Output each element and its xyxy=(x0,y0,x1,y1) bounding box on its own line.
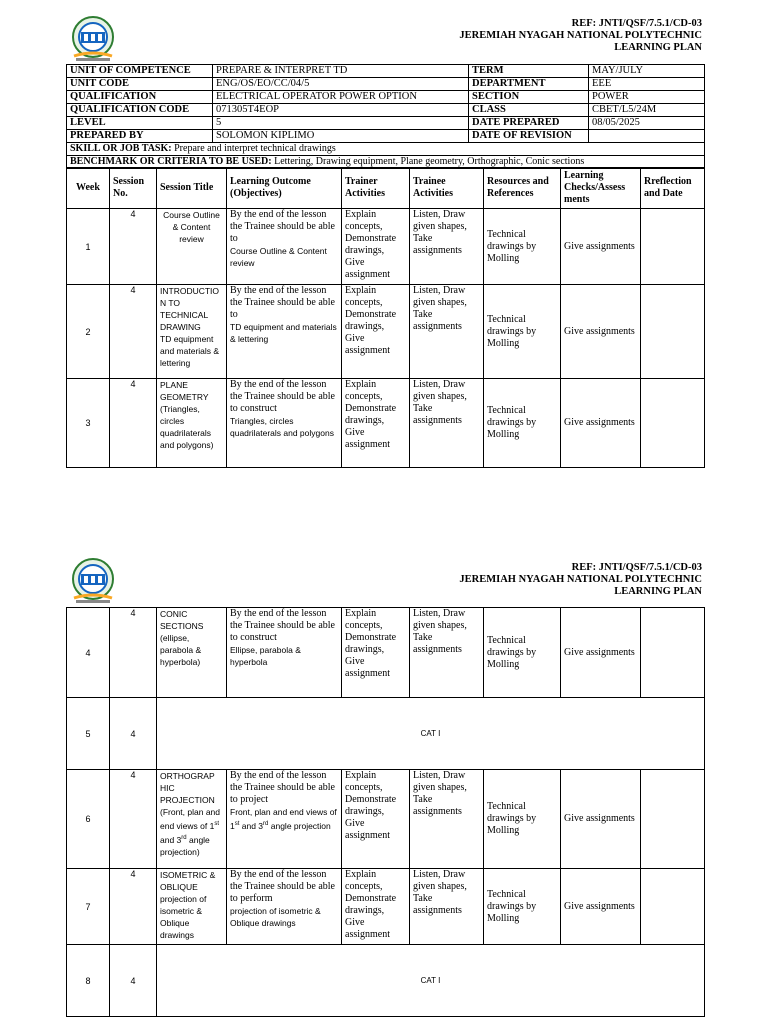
week-number: 3 xyxy=(67,379,110,468)
resources: Technical drawings by Molling xyxy=(484,869,561,945)
table-row xyxy=(67,698,705,770)
document-header xyxy=(459,562,702,598)
session-title-detail xyxy=(160,806,223,858)
col-learning-outcome: Learning Outcome (Objectives) xyxy=(227,168,342,209)
col-week: Week xyxy=(67,168,110,209)
prepared-by-value: SOLOMON KIPLIMO xyxy=(213,130,469,143)
trainee-activities: Listen, Draw given shapes, Take assignments xyxy=(410,285,484,379)
trainee-activities: Listen, Draw given shapes, Take assignments xyxy=(410,869,484,945)
info-row xyxy=(67,143,705,156)
ref-code: REF: JNTI/QSF/7.5.1/CD-03 xyxy=(571,562,702,573)
session-number: 4 xyxy=(110,209,157,285)
col-session-title: Session Title xyxy=(157,168,227,209)
learning-outcome xyxy=(227,285,342,379)
reflection-cell xyxy=(641,770,705,869)
term-label: TERM xyxy=(469,65,589,78)
document-header xyxy=(459,18,702,54)
info-row xyxy=(67,78,705,91)
learning-checks: Give assignments xyxy=(561,608,641,698)
qualification-code-value: 071305T4EOP xyxy=(213,104,469,117)
table-row xyxy=(67,608,705,698)
week-number: 5 xyxy=(67,698,110,770)
unit-code-label: UNIT CODE xyxy=(67,78,213,91)
session-title-main: INTRODUCTIO N TO TECHNICAL DRAWING xyxy=(160,286,220,332)
info-row xyxy=(67,117,705,130)
session-title-main: ORTHOGRAP HIC PROJECTION xyxy=(160,771,215,805)
unit-of-competence-label: UNIT OF COMPETENCE xyxy=(67,65,213,78)
class-label: CLASS xyxy=(469,104,589,117)
prepared-by-label: PREPARED BY xyxy=(67,130,213,143)
outcome-lead: By the end of the lesson the Trainee should be able to construct xyxy=(230,608,335,643)
trainee-activities: Listen, Draw given shapes, Take assignments xyxy=(410,379,484,468)
table-row xyxy=(67,379,705,468)
learning-checks: Give assignments xyxy=(561,285,641,379)
week-number: 7 xyxy=(67,869,110,945)
title-sup-rd: rd xyxy=(181,834,187,841)
reflection-cell xyxy=(641,869,705,945)
week-number: 2 xyxy=(67,285,110,379)
document-title: LEARNING PLAN xyxy=(614,42,702,53)
title-detail-part: angle projection) xyxy=(160,834,210,857)
outcome-sup-st: st xyxy=(234,821,240,827)
info-row xyxy=(67,65,705,78)
col-learning-checks: Learning Checks/Assess ments xyxy=(561,168,641,209)
table-row xyxy=(67,869,705,945)
outcome-detail-part: and 3 xyxy=(239,820,264,831)
unit-of-competence-value: PREPARE & INTERPRET TD xyxy=(213,65,469,78)
resources: Technical drawings by Molling xyxy=(484,770,561,869)
session-number: 4 xyxy=(110,869,157,945)
level-label: LEVEL xyxy=(67,117,213,130)
title-sup-st: st xyxy=(214,821,220,827)
col-trainee-activities: Trainee Activities xyxy=(410,168,484,209)
qualification-code-label: QUALIFICATION CODE xyxy=(67,104,213,117)
trainer-activities: Explain concepts, Demonstrate drawings, Give assignment xyxy=(342,285,410,379)
section-label: SECTION xyxy=(469,91,589,104)
outcome-lead: By the end of the lesson the Trainee should be able to project xyxy=(230,770,335,805)
outcome-detail: Triangles, circles quadrilaterals and polygons xyxy=(230,416,334,438)
learning-outcome xyxy=(227,608,342,698)
plan-table-page2 xyxy=(66,607,705,1017)
outcome-lead: By the end of the lesson the Trainee should be able to construct xyxy=(230,379,335,414)
week-number: 4 xyxy=(67,608,110,698)
cat-label: CAT I xyxy=(157,698,705,770)
session-title: Course Outline & Content review xyxy=(157,209,227,285)
date-of-revision-label: DATE OF REVISION xyxy=(469,130,589,143)
outcome-detail: Course Outline & Content review xyxy=(230,246,327,268)
learning-checks: Give assignments xyxy=(561,379,641,468)
section-value: POWER xyxy=(589,91,705,104)
trainer-activities: Explain concepts, Demonstrate drawings, Give assignment xyxy=(342,869,410,945)
document-title: LEARNING PLAN xyxy=(614,586,702,597)
table-row xyxy=(67,209,705,285)
resources: Technical drawings by Molling xyxy=(484,285,561,379)
week-number: 6 xyxy=(67,770,110,869)
trainer-activities: Explain concepts, Demonstrate drawings, Give assignment xyxy=(342,209,410,285)
outcome-lead: By the end of the lesson the Trainee should be able to perform xyxy=(230,869,335,904)
session-title-main: PLANE GEOMETRY xyxy=(160,380,209,402)
skill-row xyxy=(67,143,705,156)
week-number: 1 xyxy=(67,209,110,285)
reflection-cell xyxy=(641,285,705,379)
outcome-detail: projection of isometric & Oblique drawings xyxy=(230,906,321,928)
col-resources: Resources and References xyxy=(484,168,561,209)
benchmark-label: BENCHMARK OR CRITERIA TO BE USED: xyxy=(70,156,272,167)
outcome-sup-rd: rd xyxy=(263,821,269,827)
learning-checks: Give assignments xyxy=(561,770,641,869)
resources: Technical drawings by Molling xyxy=(484,608,561,698)
ref-code: REF: JNTI/QSF/7.5.1/CD-03 xyxy=(571,18,702,29)
skill-value: Prepare and interpret technical drawings xyxy=(171,143,336,154)
table-row xyxy=(67,285,705,379)
session-number: 4 xyxy=(110,608,157,698)
session-number: 4 xyxy=(110,285,157,379)
trainee-activities: Listen, Draw given shapes, Take assignments xyxy=(410,770,484,869)
institution-name: JEREMIAH NYAGAH NATIONAL POLYTECHNIC xyxy=(459,30,702,41)
info-table xyxy=(66,64,705,169)
session-number: 4 xyxy=(110,945,157,1017)
session-number: 4 xyxy=(110,379,157,468)
term-value: MAY/JULY xyxy=(589,65,705,78)
outcome-detail: Ellipse, parabola & hyperbola xyxy=(230,645,301,667)
col-trainer-activities: Trainer Activities xyxy=(342,168,410,209)
qualification-value: ELECTRICAL OPERATOR POWER OPTION xyxy=(213,91,469,104)
date-prepared-label: DATE PREPARED xyxy=(469,117,589,130)
session-title: CONIC SECTIONS (ellipse, parabola & hyperbola) xyxy=(157,608,227,698)
title-detail-part: (Front, plan and end views of 1 xyxy=(160,807,221,831)
trainee-activities: Listen, Draw given shapes, Take assignments xyxy=(410,209,484,285)
learning-outcome xyxy=(227,869,342,945)
skill-label: SKILL OR JOB TASK: xyxy=(70,143,172,154)
department-label: DEPARTMENT xyxy=(469,78,589,91)
table-row xyxy=(67,945,705,1017)
learning-checks: Give assignments xyxy=(561,869,641,945)
session-number: 4 xyxy=(110,698,157,770)
outcome-detail: TD equipment and materials & lettering xyxy=(230,322,337,344)
session-title xyxy=(157,379,227,468)
trainee-activities: Listen, Draw given shapes, Take assignments xyxy=(410,608,484,698)
plan-table-page1 xyxy=(66,167,705,468)
learning-outcome xyxy=(227,770,342,869)
session-number: 4 xyxy=(110,770,157,869)
reflection-cell xyxy=(641,209,705,285)
session-title: ISOMETRIC & OBLIQUE projection of isometric & Oblique drawings xyxy=(157,869,227,945)
outcome-detail-part: angle projection xyxy=(268,820,331,831)
resources: Technical drawings by Molling xyxy=(484,379,561,468)
column-header-row xyxy=(67,168,705,209)
info-row xyxy=(67,91,705,104)
title-detail-part: and 3 xyxy=(160,834,182,845)
reflection-cell xyxy=(641,379,705,468)
date-prepared-value: 08/05/2025 xyxy=(589,117,705,130)
learning-outcome xyxy=(227,209,342,285)
resources: Technical drawings by Molling xyxy=(484,209,561,285)
cat-label: CAT I xyxy=(157,945,705,1017)
trainer-activities: Explain concepts, Demonstrate drawings, Give assignment xyxy=(342,379,410,468)
benchmark-value: Lettering, Drawing equipment, Plane geometry, Orthographic, Conic sections xyxy=(271,156,585,167)
session-title-detail: TD equipment and materials & lettering xyxy=(160,334,220,368)
qualification-label: QUALIFICATION xyxy=(67,91,213,104)
outcome-lead: By the end of the lesson the Trainee should be able to xyxy=(230,209,335,244)
outcome-detail-part: Front, plan and end views of 1 xyxy=(230,807,337,831)
reflection-cell xyxy=(641,608,705,698)
class-value: CBET/L5/24M xyxy=(589,104,705,117)
col-session-no: Session No. xyxy=(110,168,157,209)
trainer-activities: Explain concepts, Demonstrate drawings, Give assignment xyxy=(342,770,410,869)
date-of-revision-value xyxy=(589,130,705,143)
institution-logo xyxy=(66,16,120,62)
unit-code-value: ENG/OS/EO/CC/04/5 xyxy=(213,78,469,91)
trainer-activities: Explain concepts, Demonstrate drawings, Give assignment xyxy=(342,608,410,698)
department-value: EEE xyxy=(589,78,705,91)
learning-checks: Give assignments xyxy=(561,209,641,285)
session-title xyxy=(157,770,227,869)
outcome-lead: By the end of the lesson the Trainee should be able to xyxy=(230,285,335,320)
session-title xyxy=(157,285,227,379)
col-reflection: Rreflection and Date xyxy=(641,168,705,209)
institution-logo xyxy=(66,558,120,604)
info-row xyxy=(67,130,705,143)
table-row xyxy=(67,770,705,869)
info-row xyxy=(67,104,705,117)
institution-name: JEREMIAH NYAGAH NATIONAL POLYTECHNIC xyxy=(459,574,702,585)
outcome-detail xyxy=(230,806,338,832)
week-number: 8 xyxy=(67,945,110,1017)
session-title-detail: (Triangles, circles quadrilaterals and polygons) xyxy=(160,404,214,450)
level-value: 5 xyxy=(213,117,469,130)
learning-outcome xyxy=(227,379,342,468)
